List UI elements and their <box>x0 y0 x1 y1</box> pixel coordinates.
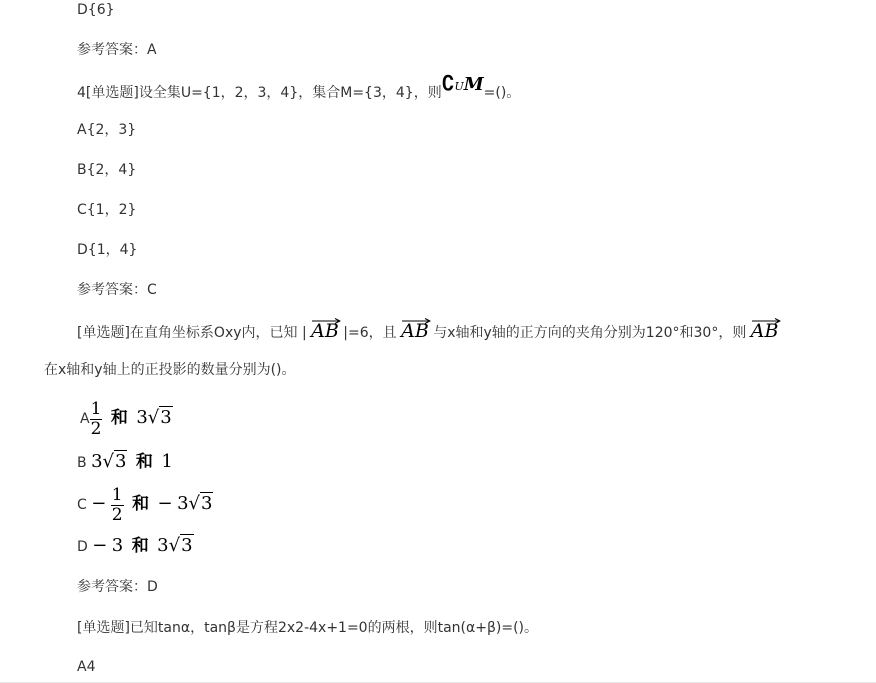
square-root: √3 <box>188 493 213 514</box>
option-c: C − $\frac{1}{2}$ 和 − 3√3 <box>77 482 213 527</box>
question-text-suffix: =()。 <box>483 85 521 101</box>
answer-label: 参考答案：C <box>77 282 157 298</box>
option-d: D − 3 和 3√3 <box>77 535 193 556</box>
option-d: D{6} <box>77 2 115 18</box>
option-label: A <box>80 411 90 427</box>
answer-label: 参考答案：A <box>77 42 157 58</box>
vector-ab: AB <box>311 320 339 342</box>
fraction: $\frac{1}{2}$ <box>111 484 123 525</box>
question-text: |=6，且 <box>343 325 397 341</box>
fraction: $\frac{1}{2}$ <box>90 398 102 439</box>
option-b: B 3√3 和 1 <box>77 451 173 472</box>
option-a: A $\frac{1}{2}$ 和 3√3 <box>80 398 172 439</box>
option-a: A4 <box>77 659 96 675</box>
square-root: √3 <box>168 535 193 556</box>
question-text: 与x轴和y轴的正方向的夹角分别为120°和30°，则 <box>433 325 747 341</box>
square-root: √3 <box>102 451 127 472</box>
question-5-continuation: 在x轴和y轴上的正投影的数量分别为()。 <box>44 362 296 378</box>
option-label: D <box>77 539 88 555</box>
question-4 <box>77 71 521 104</box>
question-6: [单选题]已知tanα，tanβ是方程2x2-4x+1=0的两根，则tan(α+β)=()。 <box>77 620 539 636</box>
question-5 <box>77 320 778 344</box>
option-label: C <box>77 497 87 513</box>
question-text: 4[单选题]设全集U={1，2，3，4}，集合M={3，4}，则 <box>77 85 442 101</box>
answer-label: 参考答案：D <box>77 579 158 595</box>
vector-ab: AB <box>401 320 429 342</box>
option-c: C{1，2} <box>77 202 137 218</box>
option-label: B <box>77 455 87 471</box>
question-text: [单选题]在直角坐标系Oxy内，已知 | <box>77 325 307 341</box>
complement-formula: ∁UM <box>441 71 484 95</box>
square-root: √3 <box>147 407 172 428</box>
option-b: B{2，4} <box>77 162 137 178</box>
option-d: D{1，4} <box>77 242 138 258</box>
vector-ab: AB <box>750 320 779 342</box>
option-a: A{2，3} <box>77 122 137 138</box>
